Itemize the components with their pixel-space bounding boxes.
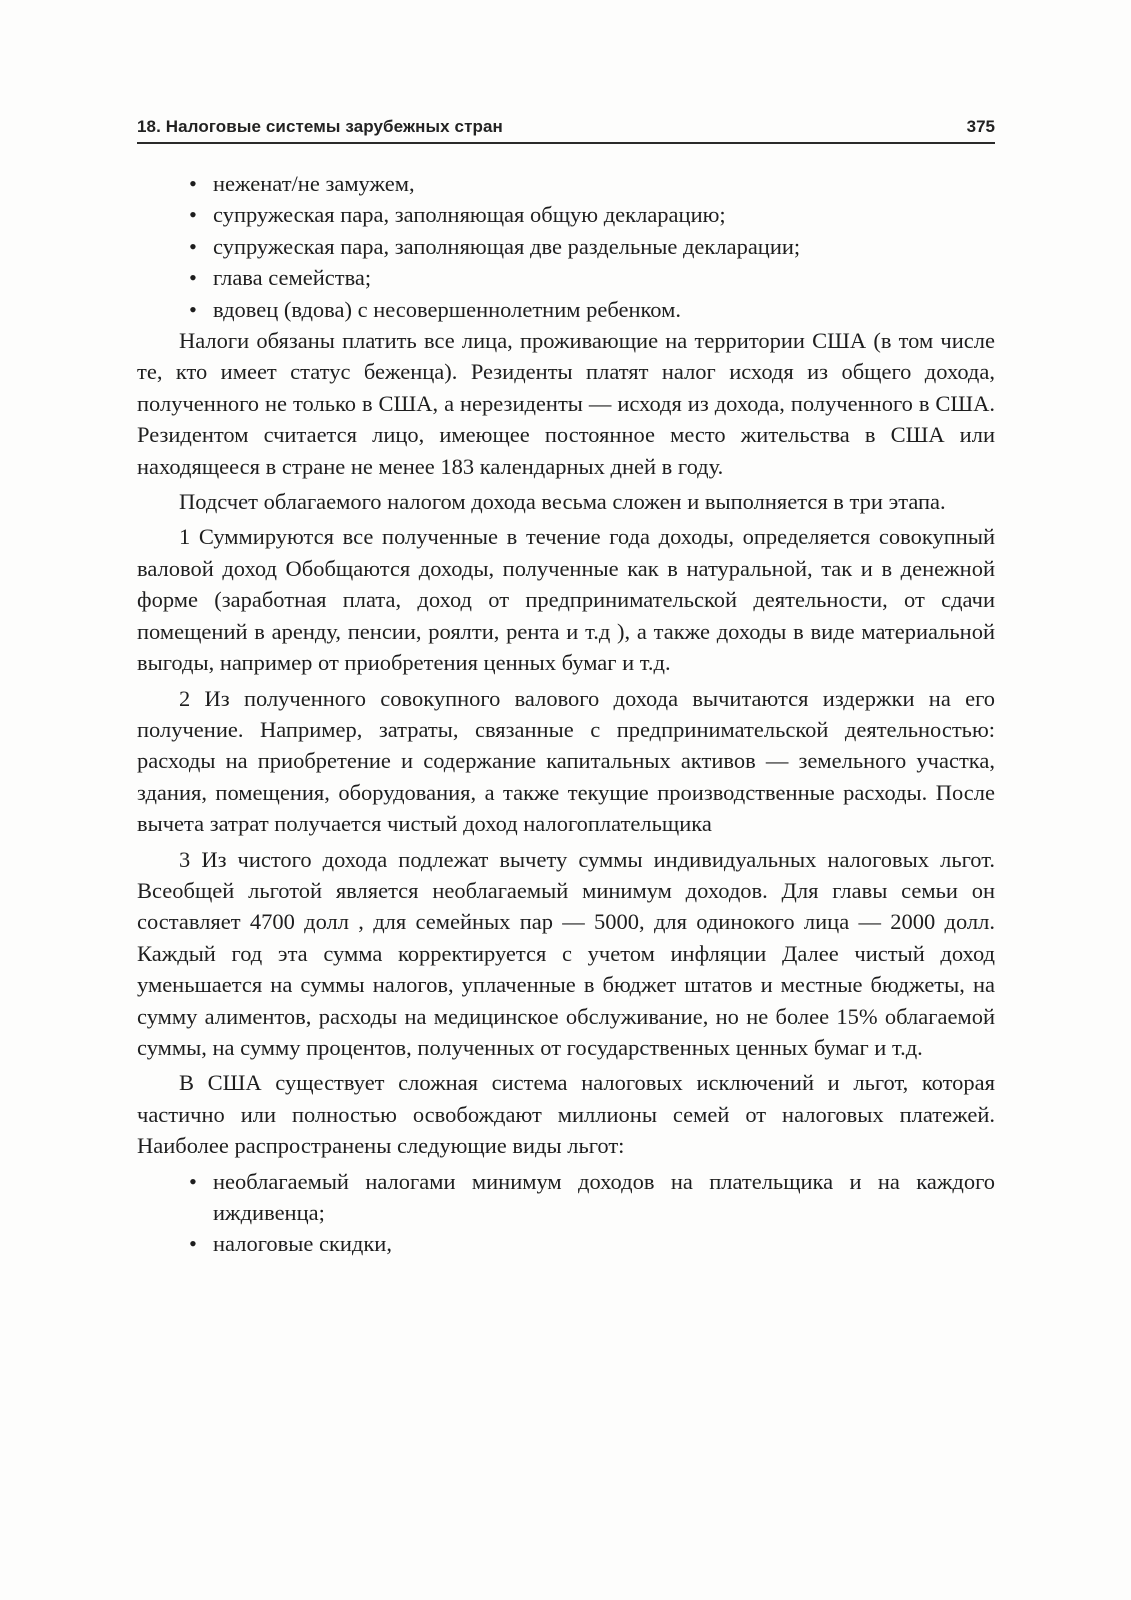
tax-benefits-list [137,1166,995,1260]
list-item: • неженат/не замужем, [137,168,995,199]
list-item: • супружеская пара, заполняющая две раздельные декларации; [137,231,995,262]
page-body [137,168,995,1260]
list-item: • вдовец (вдова) с несовершеннолетним ребенком. [137,294,995,325]
paragraph-taxpayers: Налоги обязаны платить все лица, проживающие на территории США (в том числе те, кто имеет статус беженца). Резиденты платят налог исходя из общего дохода, полученного не только в США, а нерезиденты — исходя из дохода, полученного в США. Резидентом считается лицо, имеющее постоянное место жительства в США или находящееся в стране не менее 183 календарных дней в году. [137,328,995,479]
page-header [137,114,995,144]
filing-status-list [137,168,995,325]
paragraph-tax-exemptions: В США существует сложная система налоговых исключений и льгот, которая частично или полностью освобождают миллионы семей от налоговых платежей. Наиболее распространены следующие виды льгот: [137,1070,995,1159]
list-item: • супружеская пара, заполняющая общую декларацию; [137,199,995,230]
page-number: 375 [966,117,995,136]
list-item: • необлагаемый налогами минимум доходов на плательщика и на каждого иждивенца; [137,1166,995,1229]
paragraph-step-1: 1 Суммируются все полученные в течение года доходы, определяется совокупный валовой доход Обобщаются доходы, полученные как в натуральной, так и в денежной форме (заработная плата, доход от предпринимательской деятельности, от сдачи помещений в аренду, пенсии, роялти, рента и т.д ), а также доходы в виде материальной выгоды, например от приобретения ценных бумаг и т.д. [137,524,995,676]
chapter-title: 18. Налоговые системы зарубежных стран [137,117,503,136]
list-item: • глава семейства; [137,262,995,293]
paragraph-step-3: 3 Из чистого дохода подлежат вычету суммы индивидуальных налоговых льгот. Всеобщей льготой является необлагаемый минимум доходов. Для главы семьи он составляет 4700 долл , для семейных пар — 5000, для одинокого лица — 2000 долл. Каждый год эта сумма корректируется с учетом инфляции Далее чистый доход уменьшается на суммы налогов, уплаченные в бюджет штатов и местные бюджеты, на сумму алиментов, расходы на медицинское обслуживание, но не более 15% облагаемой суммы, на сумму процентов, полученных от государственных ценных бумаг и т.д. [137,846,995,1060]
paragraph-step-2: 2 Из полученного совокупного валового дохода вычитаются издержки на его получение. Например, затраты, связанные с предпринимательской деятельностью: расходы на приобретение и содержание капитальных активов — земельного участка, здания, помещения, оборудования, а также текущие производственные расходы. После вычета затрат получается чистый доход налогоплательщика [137,685,995,837]
paragraph-calculation-intro: Подсчет облагаемого налогом дохода весьма сложен и выполняется в три этапа. [179,489,946,515]
list-item: • налоговые скидки, [137,1228,995,1259]
